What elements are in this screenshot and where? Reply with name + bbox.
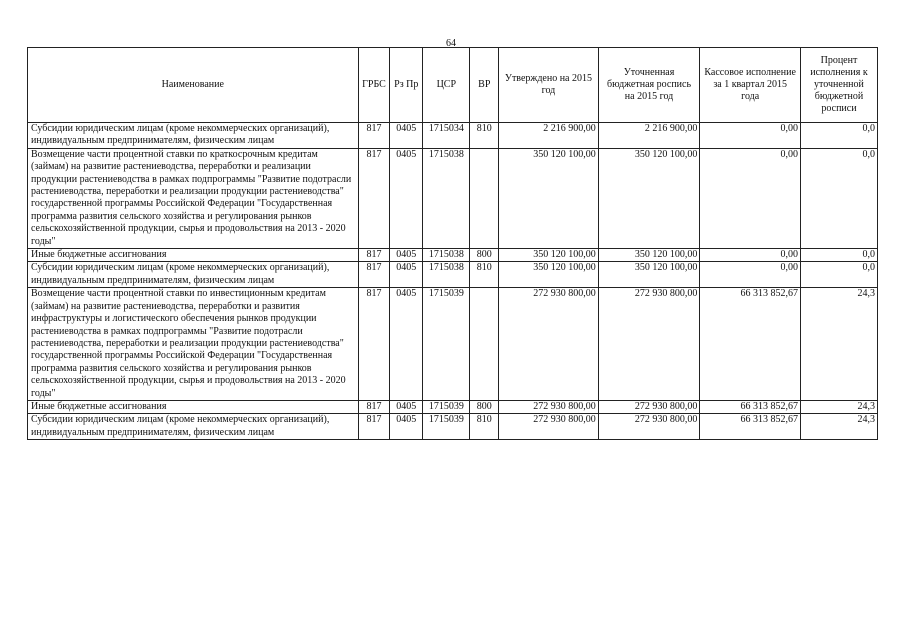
cell-name: Иные бюджетные ассигнования: [28, 400, 359, 413]
cell-vr: 810: [470, 414, 499, 440]
cell-cash: 66 313 852,67: [700, 400, 801, 413]
cell-cash: 0,00: [700, 123, 801, 149]
header-row: [28, 48, 878, 123]
cell-csr: 1715034: [423, 123, 470, 149]
header-cash: Кассовое исполнение за 1 квартал 2015 года: [700, 48, 801, 123]
table-body: [28, 123, 878, 440]
header-approved: Утверждено на 2015 год: [499, 48, 599, 123]
cell-grbs: 817: [358, 249, 390, 262]
cell-grbs: 817: [358, 123, 390, 149]
cell-rzpr: 0405: [390, 148, 423, 248]
cell-percent: 24,3: [800, 414, 877, 440]
cell-csr: 1715038: [423, 262, 470, 288]
cell-cash: 0,00: [700, 148, 801, 248]
cell-approved: 350 120 100,00: [499, 148, 599, 248]
budget-table: [27, 47, 878, 440]
cell-cash: 0,00: [700, 249, 801, 262]
cell-percent: 24,3: [800, 400, 877, 413]
cell-approved: 272 930 800,00: [499, 400, 599, 413]
cell-vr: 810: [470, 262, 499, 288]
cell-refined: 350 120 100,00: [598, 148, 700, 248]
cell-approved: 2 216 900,00: [499, 123, 599, 149]
cell-grbs: 817: [358, 400, 390, 413]
cell-grbs: 817: [358, 414, 390, 440]
cell-refined: 2 216 900,00: [598, 123, 700, 149]
cell-refined: 350 120 100,00: [598, 262, 700, 288]
cell-rzpr: 0405: [390, 400, 423, 413]
cell-csr: 1715038: [423, 249, 470, 262]
cell-percent: 0,0: [800, 249, 877, 262]
header-rzpr: Рз Пр: [390, 48, 423, 123]
table-row: [28, 262, 878, 288]
header-csr: ЦСР: [423, 48, 470, 123]
table-row: [28, 148, 878, 248]
table-row: [28, 288, 878, 401]
page-number: 64: [446, 38, 456, 49]
cell-csr: 1715039: [423, 288, 470, 401]
cell-refined: 350 120 100,00: [598, 249, 700, 262]
cell-vr: 800: [470, 400, 499, 413]
cell-name: Иные бюджетные ассигнования: [28, 249, 359, 262]
cell-cash: 0,00: [700, 262, 801, 288]
cell-approved: 350 120 100,00: [499, 262, 599, 288]
cell-rzpr: 0405: [390, 249, 423, 262]
cell-rzpr: 0405: [390, 414, 423, 440]
cell-vr: [470, 148, 499, 248]
cell-name: Субсидии юридическим лицам (кроме некоммерческих организаций), индивидуальным предпринимателям, физическим лицам: [28, 414, 359, 440]
cell-name: Субсидии юридическим лицам (кроме некоммерческих организаций), индивидуальным предпринимателям, физическим лицам: [28, 262, 359, 288]
cell-csr: 1715038: [423, 148, 470, 248]
cell-percent: 0,0: [800, 262, 877, 288]
cell-approved: 272 930 800,00: [499, 414, 599, 440]
cell-vr: 810: [470, 123, 499, 149]
cell-percent: 0,0: [800, 148, 877, 248]
cell-name: Возмещение части процентной ставки по краткосрочным кредитам (займам) на развитие растениеводства, переработки и реализации продукции растениеводства в рамках подпрограммы "Развитие подотрасли растениеводства, переработки и реализации продукции растениеводства" государственной программы Российской Федерации "Государственная программа развития сельского хозяйства и регулирования рынков сельскохозяйственной продукции, сырья и продовольствия на 2013 - 2020 годы": [28, 148, 359, 248]
cell-grbs: 817: [358, 148, 390, 248]
header-name: Наименование: [28, 48, 359, 123]
cell-vr: 800: [470, 249, 499, 262]
table-row: [28, 414, 878, 440]
cell-approved: 350 120 100,00: [499, 249, 599, 262]
header-vr: ВР: [470, 48, 499, 123]
header-percent: Процент исполнения к уточненной бюджетной росписи: [800, 48, 877, 123]
cell-grbs: 817: [358, 288, 390, 401]
cell-csr: 1715039: [423, 414, 470, 440]
cell-refined: 272 930 800,00: [598, 288, 700, 401]
header-grbs: ГРБС: [358, 48, 390, 123]
cell-rzpr: 0405: [390, 288, 423, 401]
cell-cash: 66 313 852,67: [700, 414, 801, 440]
cell-percent: 24,3: [800, 288, 877, 401]
cell-refined: 272 930 800,00: [598, 400, 700, 413]
cell-vr: [470, 288, 499, 401]
cell-refined: 272 930 800,00: [598, 414, 700, 440]
cell-csr: 1715039: [423, 400, 470, 413]
header-refined: Уточненная бюджетная роспись на 2015 год: [598, 48, 700, 123]
table-row: [28, 123, 878, 149]
cell-rzpr: 0405: [390, 123, 423, 149]
cell-rzpr: 0405: [390, 262, 423, 288]
cell-name: Субсидии юридическим лицам (кроме некоммерческих организаций), индивидуальным предпринимателям, физическим лицам: [28, 123, 359, 149]
cell-percent: 0,0: [800, 123, 877, 149]
cell-name: Возмещение части процентной ставки по инвестиционным кредитам (займам) на развитие растениеводства, переработки и развития инфраструктуры и логистического обеспечения рынков продукции растениеводства в рамках подпрограммы "Развитие подотрасли растениеводства, переработки и реализации продукции растениеводства" государственной программы Российской Федерации "Государственная программа развития сельского хозяйства и регулирования рынков сельскохозяйственной продукции, сырья и продовольствия на 2013 - 2020 годы": [28, 288, 359, 401]
table-row: [28, 249, 878, 262]
table-row: [28, 400, 878, 413]
cell-cash: 66 313 852,67: [700, 288, 801, 401]
cell-grbs: 817: [358, 262, 390, 288]
cell-approved: 272 930 800,00: [499, 288, 599, 401]
